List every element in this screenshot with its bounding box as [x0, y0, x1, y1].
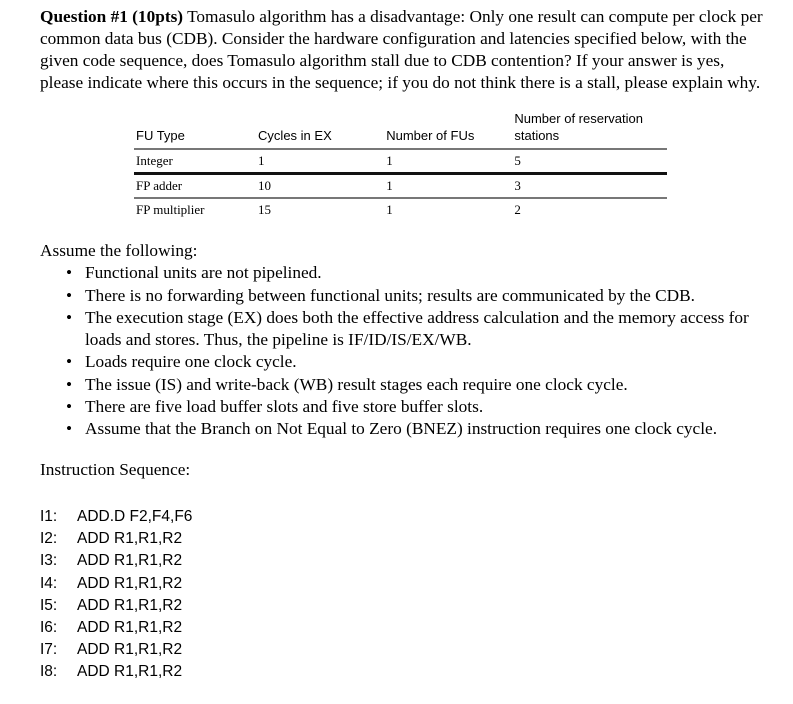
instruction-code: ADD R1,R1,R2 [77, 663, 183, 681]
sequence-title: Instruction Sequence: [40, 460, 191, 479]
instruction-label: I6: [40, 619, 58, 637]
instruction-sequence [40, 506, 192, 684]
table-row [134, 149, 667, 174]
table-cell: Integer [136, 153, 173, 168]
instruction-line [40, 595, 192, 617]
table-header: Number of reservation stations [514, 111, 643, 143]
table-row [134, 198, 667, 221]
list-item: • There are five load buffer slots and five store buffer slots. [85, 396, 765, 418]
instruction-line [40, 573, 192, 595]
table-cell: 3 [514, 178, 521, 193]
question-text: Tomasulo algorithm has a disadvantage: Only one result can compute per clock per common data bus (CDB). Consider the hardware configuration and latencies specified below, with the given code sequence, does Tomasulo algorithm stall due to CDB contention? If your answer is yes, please indicate where this occurs in the sequence; if you do not think there is a stall, please explain why. [40, 7, 763, 92]
instruction-label: I5: [40, 596, 58, 614]
instruction-label: I3: [40, 552, 58, 570]
instruction-label: I8: [40, 663, 58, 681]
list-item: • The issue (IS) and write-back (WB) result stages each require one clock cycle. [85, 374, 765, 396]
question-paragraph [40, 6, 765, 94]
instruction-line [40, 506, 192, 528]
table-cell: 1 [386, 178, 393, 193]
table-cell: FP adder [136, 178, 183, 193]
instruction-line [40, 617, 192, 639]
list-item: • Loads require one clock cycle. [85, 351, 765, 373]
table-cell: 5 [514, 153, 521, 168]
assumptions-section [40, 240, 765, 441]
instruction-label: I2: [40, 530, 58, 548]
instruction-line [40, 639, 192, 661]
table-row [134, 174, 667, 199]
instruction-code: ADD.D F2,F4,F6 [77, 508, 193, 525]
table-header: Number of FUs [386, 128, 475, 143]
list-item: • There is no forwarding between functional units; results are communicated by the CDB. [85, 285, 765, 307]
instruction-label: I7: [40, 641, 58, 659]
list-item: • Functional units are not pipelined. [85, 262, 765, 284]
question-heading: Question #1 (10pts) [40, 7, 184, 26]
table-cell: 1 [258, 153, 265, 168]
assumptions-list [40, 262, 765, 440]
table-cell: 1 [386, 153, 393, 168]
table-cell: 15 [258, 202, 272, 217]
assumptions-title: Assume the following: [40, 241, 198, 260]
list-item: • Assume that the Branch on Not Equal to Zero (BNEZ) instruction requires one clock cycle. [85, 418, 765, 440]
instruction-code: ADD R1,R1,R2 [77, 641, 183, 659]
table-cell: 2 [514, 202, 521, 217]
table-header: Cycles in EX [258, 128, 332, 143]
instruction-code: ADD R1,R1,R2 [77, 596, 183, 614]
instruction-line [40, 528, 192, 550]
table-header-row [134, 110, 667, 149]
table-cell: 1 [386, 202, 393, 217]
table-cell: FP multiplier [136, 202, 205, 217]
instruction-code: ADD R1,R1,R2 [77, 574, 183, 592]
table-cell: 10 [258, 178, 272, 193]
instruction-line [40, 661, 192, 683]
instruction-label: I4: [40, 574, 58, 592]
list-item: • The execution stage (EX) does both the effective address calculation and the memory access for loads and stores. Thus, the pipeline is IF/ID/IS/EX/WB. [85, 307, 765, 352]
instruction-line [40, 550, 192, 572]
instruction-label: I1: [40, 508, 58, 525]
instruction-code: ADD R1,R1,R2 [77, 552, 183, 570]
instruction-code: ADD R1,R1,R2 [77, 619, 183, 637]
table-header: FU Type [136, 128, 185, 143]
fu-config-table [134, 110, 667, 221]
instruction-code: ADD R1,R1,R2 [77, 530, 183, 548]
